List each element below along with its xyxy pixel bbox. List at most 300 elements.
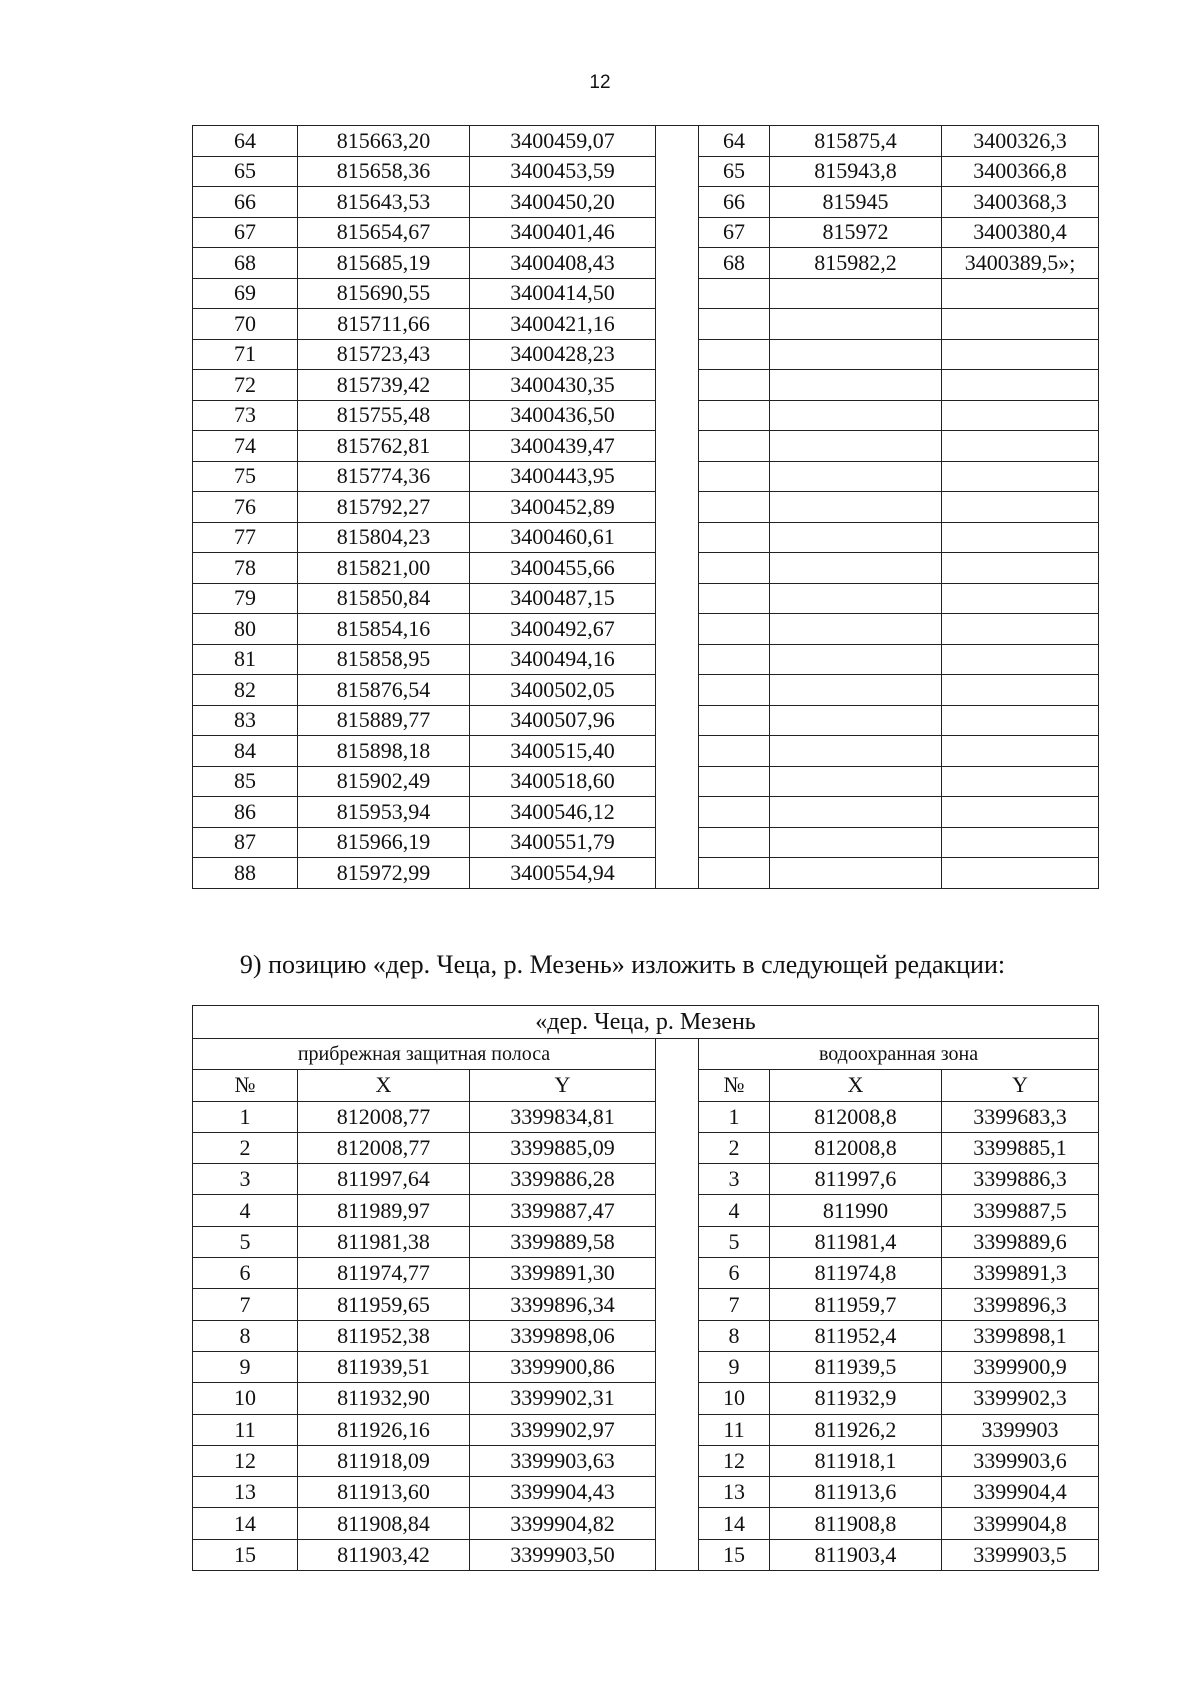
left-coord-x: 815854,16 (298, 614, 470, 645)
right-coord-y: 3400380,4 (942, 217, 1099, 248)
left-coord-y: 3400453,59 (470, 156, 656, 187)
left-coord-x: 811989,97 (298, 1195, 470, 1226)
right-coord-y: 3399885,1 (942, 1132, 1099, 1163)
right-coord-y (942, 492, 1099, 523)
right-coord-y: 3399904,8 (942, 1508, 1099, 1539)
table-row (193, 1101, 1099, 1132)
left-coord-x: 815711,66 (298, 309, 470, 340)
right-coord-x (770, 766, 942, 797)
left-coord-y: 3400487,15 (470, 583, 656, 614)
right-point-number (699, 553, 770, 584)
table-title-row (193, 1006, 1099, 1039)
right-point-number: 10 (699, 1383, 770, 1414)
left-coord-y: 3400494,16 (470, 644, 656, 675)
left-point-number: 85 (193, 766, 298, 797)
page-number: 12 (589, 72, 611, 93)
table-row (193, 431, 1099, 462)
gap-cell (656, 614, 699, 645)
right-point-number (699, 766, 770, 797)
amendment-paragraph: 9) позицию «дер. Чеца, р. Мезень» изложить в следующей редакции: (239, 950, 1006, 979)
gap-cell (656, 1445, 699, 1476)
gap-cell (656, 1320, 699, 1351)
left-coord-y: 3400546,12 (470, 797, 656, 828)
left-point-number: 66 (193, 187, 298, 218)
table-row (193, 1258, 1099, 1289)
right-point-number (699, 339, 770, 370)
right-coord-y: 3400389,5»; (942, 248, 1099, 279)
right-point-number: 13 (699, 1477, 770, 1508)
right-coord-x (770, 553, 942, 584)
left-coord-x: 815804,23 (298, 522, 470, 553)
left-coord-x: 812008,77 (298, 1101, 470, 1132)
right-point-number (699, 370, 770, 401)
left-point-number: 68 (193, 248, 298, 279)
gap-cell (656, 370, 699, 401)
left-coord-x: 815643,53 (298, 187, 470, 218)
col-header-x: X (298, 1070, 470, 1101)
gap-cell (656, 461, 699, 492)
left-coord-x: 815654,67 (298, 217, 470, 248)
left-coord-y: 3400414,50 (470, 278, 656, 309)
coastal-strip-header: прибрежная защитная полоса (193, 1039, 656, 1070)
gap-cell (656, 339, 699, 370)
left-coord-y: 3399904,82 (470, 1508, 656, 1539)
right-coord-y (942, 736, 1099, 767)
right-point-number (699, 614, 770, 645)
left-coord-y: 3399903,50 (470, 1539, 656, 1570)
right-coord-x (770, 736, 942, 767)
gap-cell (656, 1195, 699, 1226)
left-coord-y: 3400518,60 (470, 766, 656, 797)
right-point-number: 5 (699, 1226, 770, 1257)
left-coord-x: 811932,90 (298, 1383, 470, 1414)
gap-cell (656, 278, 699, 309)
table-row (193, 1383, 1099, 1414)
gap-cell (656, 675, 699, 706)
gap-cell (656, 858, 699, 889)
right-coord-x: 811908,8 (770, 1508, 942, 1539)
table-row (193, 858, 1099, 889)
left-point-number: 6 (193, 1258, 298, 1289)
left-coord-y: 3399891,30 (470, 1258, 656, 1289)
right-point-number (699, 400, 770, 431)
right-coord-y: 3399903,5 (942, 1539, 1099, 1570)
left-point-number: 9 (193, 1351, 298, 1382)
left-point-number: 69 (193, 278, 298, 309)
table-row (193, 1414, 1099, 1445)
left-point-number: 3 (193, 1164, 298, 1195)
left-coord-x: 815876,54 (298, 675, 470, 706)
table-row (193, 736, 1099, 767)
right-point-number (699, 431, 770, 462)
right-coord-x (770, 827, 942, 858)
right-point-number (699, 705, 770, 736)
col-header-x: X (770, 1070, 942, 1101)
left-point-number: 14 (193, 1508, 298, 1539)
right-coord-x: 811974,8 (770, 1258, 942, 1289)
left-point-number: 13 (193, 1477, 298, 1508)
right-coord-x: 811959,7 (770, 1289, 942, 1320)
left-coord-x: 815821,00 (298, 553, 470, 584)
right-coord-x (770, 370, 942, 401)
left-coord-y: 3400515,40 (470, 736, 656, 767)
gap-cell (656, 1351, 699, 1382)
left-coord-x: 811959,65 (298, 1289, 470, 1320)
gap-cell (656, 1289, 699, 1320)
col-header-number: № (193, 1070, 298, 1101)
left-point-number: 67 (193, 217, 298, 248)
left-coord-y: 3400436,50 (470, 400, 656, 431)
water-protection-zone-header: водоохранная зона (699, 1039, 1099, 1070)
left-coord-x: 815762,81 (298, 431, 470, 462)
left-point-number: 87 (193, 827, 298, 858)
left-coord-y: 3400459,07 (470, 126, 656, 157)
gap-cell (656, 156, 699, 187)
right-coord-y (942, 522, 1099, 553)
right-coord-y: 3399903,6 (942, 1445, 1099, 1476)
left-coord-y: 3399887,47 (470, 1195, 656, 1226)
right-coord-x: 811903,4 (770, 1539, 942, 1570)
left-point-number: 80 (193, 614, 298, 645)
right-coord-x (770, 705, 942, 736)
table-row (193, 1164, 1099, 1195)
table-row (193, 1477, 1099, 1508)
left-point-number: 70 (193, 309, 298, 340)
table-row (193, 583, 1099, 614)
right-coord-x: 811918,1 (770, 1445, 942, 1476)
right-coord-y: 3399902,3 (942, 1383, 1099, 1414)
right-coord-y (942, 858, 1099, 889)
right-point-number: 2 (699, 1132, 770, 1163)
table-row (193, 1351, 1099, 1382)
table-row (193, 248, 1099, 279)
left-point-number: 2 (193, 1132, 298, 1163)
gap-cell (656, 1414, 699, 1445)
table-row (193, 400, 1099, 431)
left-coord-y: 3399885,09 (470, 1132, 656, 1163)
right-coord-x: 812008,8 (770, 1101, 942, 1132)
right-coord-x (770, 492, 942, 523)
right-coord-x: 811952,4 (770, 1320, 942, 1351)
left-point-number: 11 (193, 1414, 298, 1445)
right-coord-y (942, 797, 1099, 828)
left-coord-x: 811913,60 (298, 1477, 470, 1508)
gap-cell (656, 431, 699, 462)
left-coord-x: 815966,19 (298, 827, 470, 858)
table-row (193, 1195, 1099, 1226)
left-point-number: 83 (193, 705, 298, 736)
table-row (193, 156, 1099, 187)
left-coord-y: 3400408,43 (470, 248, 656, 279)
right-point-number (699, 827, 770, 858)
left-coord-y: 3400452,89 (470, 492, 656, 523)
right-coord-y (942, 644, 1099, 675)
left-point-number: 7 (193, 1289, 298, 1320)
right-coord-y (942, 461, 1099, 492)
right-coord-y: 3399903 (942, 1414, 1099, 1445)
left-coord-x: 815690,55 (298, 278, 470, 309)
right-point-number (699, 644, 770, 675)
right-point-number: 12 (699, 1445, 770, 1476)
right-point-number: 7 (699, 1289, 770, 1320)
left-point-number: 78 (193, 553, 298, 584)
table-row (193, 766, 1099, 797)
right-coord-x (770, 461, 942, 492)
right-coord-y (942, 339, 1099, 370)
left-coord-y: 3399902,31 (470, 1383, 656, 1414)
table-row (193, 675, 1099, 706)
left-point-number: 71 (193, 339, 298, 370)
right-point-number (699, 492, 770, 523)
gap-cell (656, 248, 699, 279)
left-coord-x: 815774,36 (298, 461, 470, 492)
gap-cell (656, 217, 699, 248)
table-row (193, 827, 1099, 858)
left-point-number: 88 (193, 858, 298, 889)
right-coord-x: 811913,6 (770, 1477, 942, 1508)
right-point-number: 1 (699, 1101, 770, 1132)
right-coord-x: 815875,4 (770, 126, 942, 157)
table-row (193, 705, 1099, 736)
right-point-number: 65 (699, 156, 770, 187)
right-coord-x: 815945 (770, 187, 942, 218)
section-header-row (193, 1039, 1099, 1070)
right-coord-x: 815943,8 (770, 156, 942, 187)
left-point-number: 8 (193, 1320, 298, 1351)
left-coord-x: 815723,43 (298, 339, 470, 370)
right-coord-y: 3400366,8 (942, 156, 1099, 187)
table-row (193, 461, 1099, 492)
left-coord-x: 815663,20 (298, 126, 470, 157)
table-row (193, 309, 1099, 340)
gap-cell (656, 736, 699, 767)
left-point-number: 76 (193, 492, 298, 523)
left-coord-x: 812008,77 (298, 1132, 470, 1163)
table-row (193, 1445, 1099, 1476)
left-point-number: 1 (193, 1101, 298, 1132)
gap-cell (656, 1101, 699, 1132)
right-coord-y (942, 400, 1099, 431)
right-coord-x (770, 675, 942, 706)
table-row (193, 187, 1099, 218)
right-point-number (699, 797, 770, 828)
right-point-number: 66 (699, 187, 770, 218)
gap-cell (656, 400, 699, 431)
left-coord-y: 3399903,63 (470, 1445, 656, 1476)
left-coord-x: 815858,95 (298, 644, 470, 675)
left-coord-y: 3399889,58 (470, 1226, 656, 1257)
col-header-y: Y (470, 1070, 656, 1101)
coordinates-table-checa (192, 1005, 1099, 1571)
right-coord-y: 3400326,3 (942, 126, 1099, 157)
right-coord-y (942, 766, 1099, 797)
left-point-number: 77 (193, 522, 298, 553)
right-coord-y: 3399900,9 (942, 1351, 1099, 1382)
right-coord-x (770, 278, 942, 309)
right-coord-x (770, 400, 942, 431)
right-point-number (699, 858, 770, 889)
right-coord-y (942, 431, 1099, 462)
right-coord-x: 811990 (770, 1195, 942, 1226)
left-coord-y: 3400502,05 (470, 675, 656, 706)
left-coord-y: 3400455,66 (470, 553, 656, 584)
left-coord-x: 815685,19 (298, 248, 470, 279)
left-coord-x: 815755,48 (298, 400, 470, 431)
table-row (193, 126, 1099, 157)
right-point-number (699, 309, 770, 340)
left-coord-y: 3400428,23 (470, 339, 656, 370)
table-row (193, 492, 1099, 523)
right-coord-x: 815972 (770, 217, 942, 248)
left-coord-x: 815972,99 (298, 858, 470, 889)
gap-cell (656, 187, 699, 218)
left-coord-x: 811981,38 (298, 1226, 470, 1257)
gap-cell (656, 309, 699, 340)
table-row (193, 614, 1099, 645)
left-coord-y: 3400439,47 (470, 431, 656, 462)
right-coord-y (942, 827, 1099, 858)
right-coord-x (770, 583, 942, 614)
col-header-number: № (699, 1070, 770, 1101)
left-coord-y: 3399900,86 (470, 1351, 656, 1382)
right-coord-x (770, 644, 942, 675)
right-point-number: 67 (699, 217, 770, 248)
right-coord-y: 3399889,6 (942, 1226, 1099, 1257)
left-point-number: 79 (193, 583, 298, 614)
left-point-number: 5 (193, 1226, 298, 1257)
left-coord-y: 3399886,28 (470, 1164, 656, 1195)
right-coord-x (770, 522, 942, 553)
right-coord-y (942, 278, 1099, 309)
table-row (193, 797, 1099, 828)
right-coord-y (942, 370, 1099, 401)
left-coord-y: 3400450,20 (470, 187, 656, 218)
left-coord-y: 3400492,67 (470, 614, 656, 645)
coordinates-table-continued (192, 125, 1099, 889)
left-coord-y: 3400430,35 (470, 370, 656, 401)
left-coord-y: 3400443,95 (470, 461, 656, 492)
gap-cell (656, 126, 699, 157)
table-row (193, 278, 1099, 309)
left-point-number: 84 (193, 736, 298, 767)
right-coord-y: 3400368,3 (942, 187, 1099, 218)
right-point-number (699, 278, 770, 309)
right-point-number: 15 (699, 1539, 770, 1570)
right-point-number: 8 (699, 1320, 770, 1351)
right-coord-y (942, 614, 1099, 645)
left-point-number: 73 (193, 400, 298, 431)
left-coord-x: 815850,84 (298, 583, 470, 614)
gap-cell (656, 1132, 699, 1163)
table-row (193, 1539, 1099, 1570)
right-point-number (699, 736, 770, 767)
gap-cell (656, 492, 699, 523)
left-coord-y: 3399896,34 (470, 1289, 656, 1320)
left-coord-x: 811918,09 (298, 1445, 470, 1476)
table-row (193, 1320, 1099, 1351)
gap-cell (656, 553, 699, 584)
right-point-number: 6 (699, 1258, 770, 1289)
left-coord-y: 3400421,16 (470, 309, 656, 340)
right-coord-x (770, 858, 942, 889)
left-coord-x: 811908,84 (298, 1508, 470, 1539)
gap-cell (656, 705, 699, 736)
column-header-row (193, 1070, 1099, 1101)
table-row (193, 1508, 1099, 1539)
left-coord-x: 811997,64 (298, 1164, 470, 1195)
gap-cell (656, 644, 699, 675)
table-row (193, 370, 1099, 401)
left-coord-x: 811939,51 (298, 1351, 470, 1382)
right-coord-x: 811932,9 (770, 1383, 942, 1414)
left-point-number: 75 (193, 461, 298, 492)
right-coord-y (942, 309, 1099, 340)
table-row (193, 217, 1099, 248)
gap-cell (656, 797, 699, 828)
right-coord-y (942, 675, 1099, 706)
right-coord-y: 3399896,3 (942, 1289, 1099, 1320)
right-point-number: 4 (699, 1195, 770, 1226)
right-coord-y: 3399898,1 (942, 1320, 1099, 1351)
col-header-y: Y (942, 1070, 1099, 1101)
left-coord-x: 811903,42 (298, 1539, 470, 1570)
table-row (193, 1226, 1099, 1257)
gap-cell (656, 1164, 699, 1195)
left-point-number: 4 (193, 1195, 298, 1226)
left-point-number: 81 (193, 644, 298, 675)
table-row (193, 522, 1099, 553)
left-point-number: 82 (193, 675, 298, 706)
right-point-number (699, 461, 770, 492)
left-coord-y: 3400401,46 (470, 217, 656, 248)
right-coord-x: 812008,8 (770, 1132, 942, 1163)
left-point-number: 64 (193, 126, 298, 157)
left-coord-y: 3400460,61 (470, 522, 656, 553)
left-coord-x: 811952,38 (298, 1320, 470, 1351)
left-point-number: 74 (193, 431, 298, 462)
table-row (193, 1132, 1099, 1163)
left-coord-y: 3399898,06 (470, 1320, 656, 1351)
right-coord-x (770, 309, 942, 340)
gap-cell (656, 1477, 699, 1508)
right-point-number (699, 522, 770, 553)
right-coord-y: 3399904,4 (942, 1477, 1099, 1508)
right-point-number: 68 (699, 248, 770, 279)
left-point-number: 10 (193, 1383, 298, 1414)
left-coord-y: 3400551,79 (470, 827, 656, 858)
right-coord-x: 811926,2 (770, 1414, 942, 1445)
left-coord-x: 815792,27 (298, 492, 470, 523)
right-coord-x: 811997,6 (770, 1164, 942, 1195)
left-coord-x: 815898,18 (298, 736, 470, 767)
table-title: «дер. Чеца, р. Мезень (193, 1006, 1099, 1039)
left-point-number: 12 (193, 1445, 298, 1476)
gap-cell (656, 1539, 699, 1570)
right-coord-x (770, 431, 942, 462)
right-coord-x (770, 614, 942, 645)
gap-cell (656, 827, 699, 858)
right-coord-y (942, 553, 1099, 584)
right-coord-x (770, 797, 942, 828)
right-coord-x (770, 339, 942, 370)
left-point-number: 65 (193, 156, 298, 187)
right-point-number (699, 583, 770, 614)
right-coord-x: 811939,5 (770, 1351, 942, 1382)
left-coord-y: 3400554,94 (470, 858, 656, 889)
right-coord-x: 811981,4 (770, 1226, 942, 1257)
right-coord-y: 3399887,5 (942, 1195, 1099, 1226)
gap-cell (656, 1258, 699, 1289)
